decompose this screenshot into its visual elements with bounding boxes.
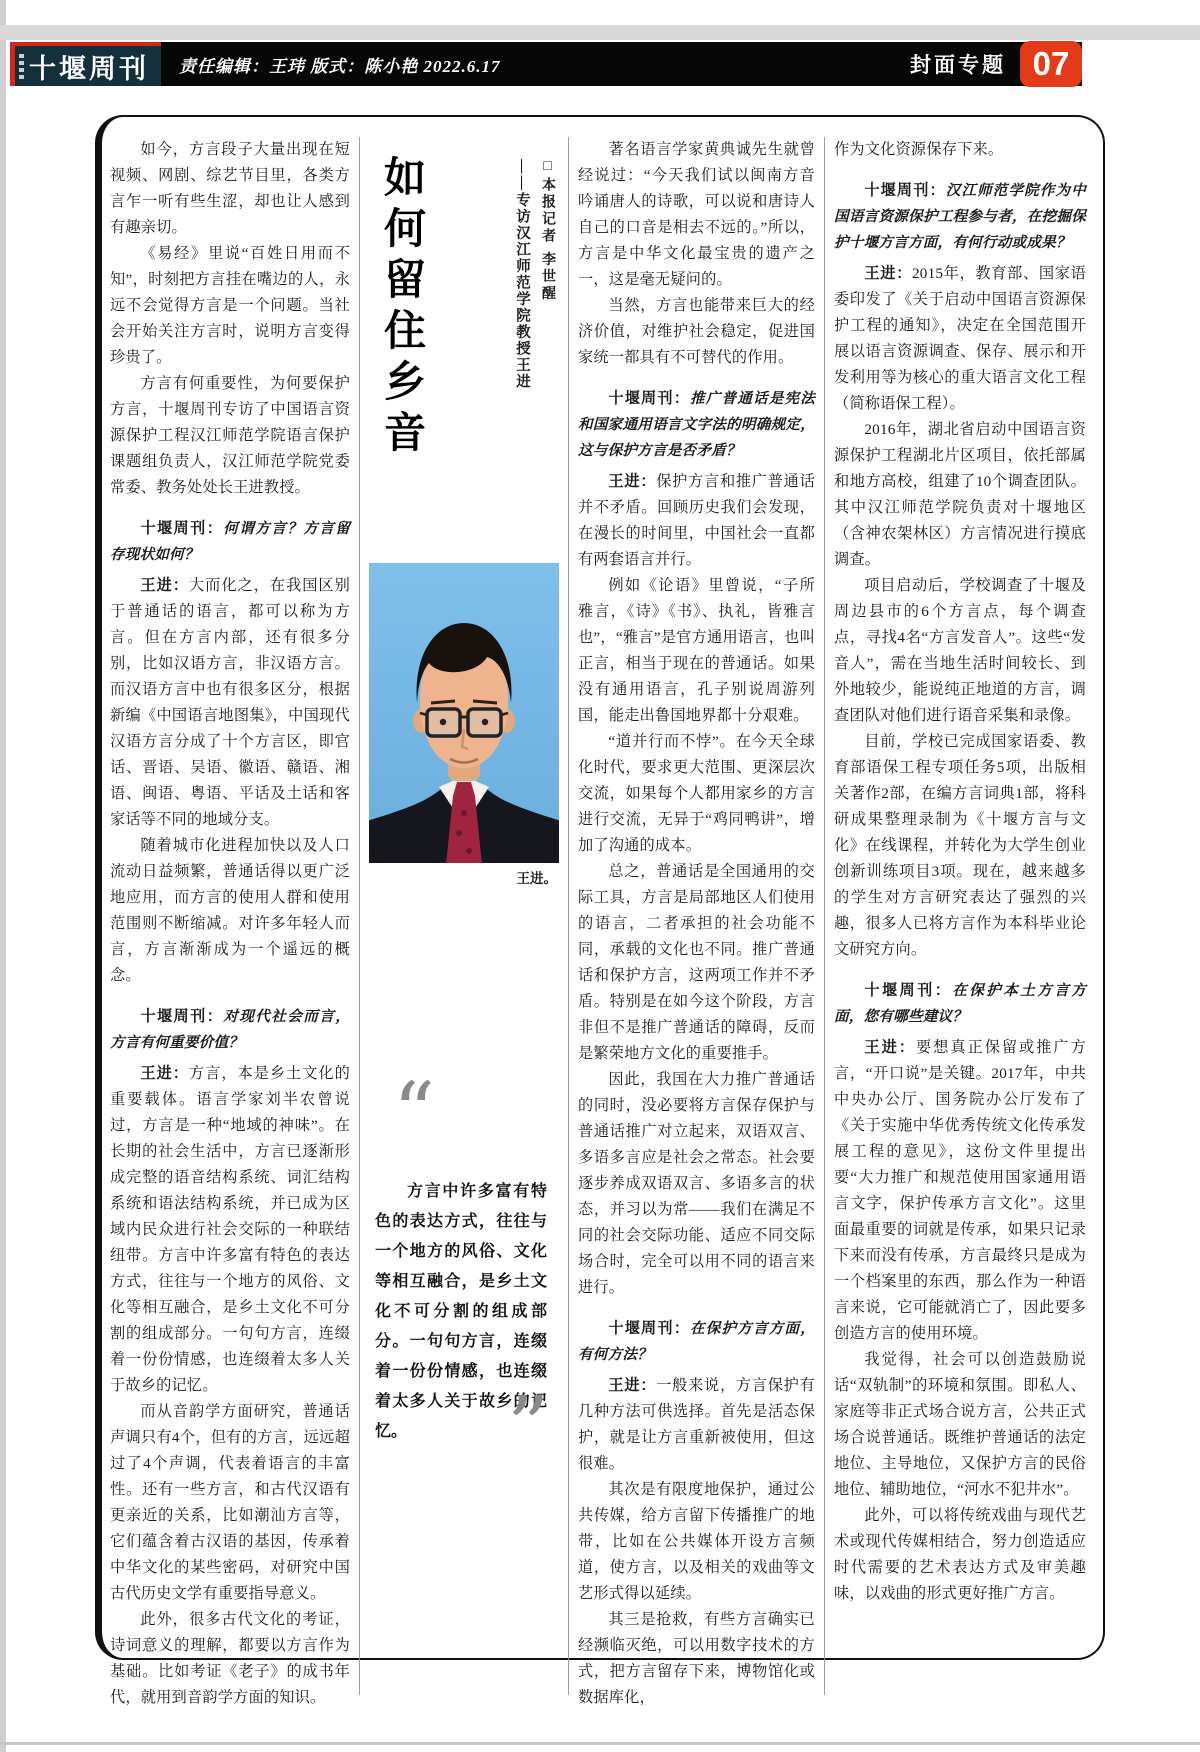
interview-question: 十堰周刊：何谓方言？方言留存现状如何？ [110,520,350,563]
speaker-label: 王进： [608,1377,657,1394]
body-paragraph: 此外，可以将传统戏曲与现代艺术或现代传媒相结合，努力创造适应时代需要的艺术表达方式及审美趣味，以戏曲的形式更好推广方言。 [834,1507,1086,1602]
interview-question: 十堰周刊：在保护方言方面，有何方法？ [578,1320,815,1363]
speaker-label: 王进： [140,1065,189,1082]
article-column-4 [834,137,1086,1711]
interview-question: 十堰周刊：对现代社会而言，方言有何重要价值？ [110,1008,350,1051]
body-paragraph: 例如《论语》里曾说，“子所雅言，《诗》《书》、执礼，皆雅言也”，“雅言”是官方通用语言，也叫正言，相当于现在的普通话。如果没有通用语言，孔子别说周游列国，能走出鲁国地界都十分艰难。 [578,577,815,724]
body-paragraph: 因此，我国在大力推广普通话的同时，没必要将方言保存保护与普通话推广对立起来，双语双言、多语多言应是社会之常态。社会要逐步养成双语双言、多语多言的状态，并习以为常——我们在满足不同的社会交际功能、适应不同交际场合时，完全可以用不同的语言来进行。 [578,1071,815,1296]
body-paragraph: 作为文化资源保存下来。 [834,141,1004,158]
body-paragraph: 而从音韵学方面研究，普通话声调只有4个，但有的方言，远远超过了4个声调，代表着语言的丰富性。还有一些方言，和古代汉语有更亲近的关系，比如潮汕方言等，它们蕴含着古汉语的基因，传承着中华文化的某些密码，对研究中国古代历史文学有重要指导意义。 [110,1403,350,1602]
body-paragraph: 我觉得，社会可以创造鼓励说话“双轨制”的环境和氛围。即私人、家庭等非正式场合说方言，公共正式场合说普通话。既维护普通话的法定地位、主导地位，又保护方言的民俗地位、辅助地位，“河水不犯井水”。 [834,1351,1086,1498]
interview-answer: 王进：一般来说，方言保护有几种方法可供选择。首先是活态保护，就是让方言重新被使用，但这很难。 [578,1377,815,1472]
article-title: 如何留住乡音 [378,155,424,461]
article-frame [95,115,1105,1706]
body-paragraph: 项目启动后，学校调查了十堰及周边县市的6个方言点，每个调查点，寻找4名“方言发音人”。这些“发音人”，需在当地生活时间较长、到外地较少，能说纯正地道的方言，调查团队对他们进行语音采集和录像。 [834,577,1086,724]
body-paragraph: 著名语言学家黄典诚先生就曾经说过：“今天我们试以闽南方音吟诵唐人的诗歌，可以说和唐诗人自己的口音是相去不远的。”所以，方言是中华文化最宝贵的遗产之一，这是毫无疑问的。 [578,141,815,288]
body-paragraph: 当然，方言也能带来巨大的经济价值，对维护社会稳定，促进国家统一都具有不可替代的作用。 [578,297,815,366]
open-quote-icon: “ [393,1066,431,1161]
speaker-label: 王进： [864,265,912,282]
newspaper-logo: 十堰周刊 [29,53,149,84]
body-paragraph: 目前，学校已完成国家语委、教育部语保工程专项任务5项，出版相关著作2部，在编方言词典1部，将科研成果整理录制为《十堰方言与文化》在线课程，并转化为大学生创业创新训练项目3项。现在，越来越多的学生对方言研究表达了强烈的兴趣，很多人已将方言作为本科毕业论文研究方向。 [834,733,1086,958]
photo-caption: 王进。 [516,871,557,886]
article-columns [110,137,1099,1706]
speaker-label: 王进： [140,577,189,594]
editor-credits: 责任编辑：王玮 版式：陈小艳 2022.6.17 [179,56,501,76]
interview-answer: 王进：2015年，教育部、国家语委印发了《关于启动中国语言资源保护工程的通知》，决定在全国范围开展以语言资源调查、保存、展示和开发利用等为核心的重大语言文化工程（简称语保工程）。 [834,265,1086,412]
body-paragraph: 总之，普通话是全国通用的交际工具，方言是局部地区人们使用的语言，二者承担的社会功能不同，承载的文化也不同。推广普通话和保护方言，这两项工作并不矛盾。特别是在如今这个阶段，方言非但不是推广普通话的障碍，反而是繁荣地方文化的重要推手。 [578,863,815,1062]
article-column-1 [110,137,350,1711]
page-left-edge [0,0,6,1752]
pull-quote: 方言中许多富有特色的表达方式，往往与一个地方的风俗、文化等相互融合，是乡土文化不可分割的组成部分。一句句方言，连缀着一份份情感，也连缀着太多人关于故乡的记忆。 [375,1183,547,1440]
body-paragraph: 此外，很多古代文化的考证，诗词意义的理解，都要以方言作为基础。比如考证《老子》的成书年代，就用到音韵学方面的知识。 [110,1611,350,1706]
body-paragraph: 《易经》里说“百姓日用而不知”，时刻把方言挂在嘴边的人，永远不会觉得方言是一个问题。当社会开始关注方言时，说明方言变得珍贵了。 [110,245,350,366]
interview-answer: 王进：方言，本是乡土文化的重要载体。语言学家刘半农曾说过，方言是一种“地域的神味”。在长期的社会生活中，方言已逐渐形成完整的语音结构系统、词汇结构系统和语法结构系统，并已成为区域内民众进行社会交际的一种联结纽带。方言中许多富有特色的表达方式，往往与一个地方的风俗、文化等相互融合，是乡土文化不可分割的组成部分。一句句方言，连缀着一份份情感，也连缀着太多人关于故乡的记忆。 [110,1065,350,1394]
interview-answer: 王进：要想真正保留或推广方言，“开口说”是关键。2017年，中共中央办公厅、国务院办公厅发布了《关于实施中华优秀传统文化传承发展工程的意见》，这份文件里提出要“大力推广和规范使用国家通用语言文字，保护传承方言文化”。这里面最重要的词就是传承，如果只记录下来而没有传承，方言最终只是成为一个档案里的东西，那么作为一种语言来说，它可能就消亡了，因此要多创造方言的使用环境。 [834,1039,1086,1342]
body-paragraph: 其三是抢救，有些方言确实已经濒临灭绝，可以用数字技术的方式，把方言留存下来，博物馆化或数据库化， [578,1611,815,1706]
body-paragraph: 方言有何重要性，为何要保护方言，十堰周刊专访了中国语言资源保护工程汉江师范学院语言保护课题组负责人，汉江师范学院党委常委、教务处处长王进教授。 [110,375,350,496]
speaker-label: 王进： [608,473,657,490]
body-paragraph: 如今，方言段子大量出现在短视频、网剧、综艺节目里，各类方言乍一听有些生涩，却也让人感到有趣亲切。 [110,141,350,236]
body-paragraph: 随着城市化进程加快以及人口流动日益频繁，普通话得以更广泛地应用，而方言的使用人群和使用范围则不断缩减。对许多年轻人而言，方言渐渐成为一个遥远的概念。 [110,837,350,984]
interview-answer: 王进：保护方言和推广普通话并不矛盾。回顾历史我们会发现，在漫长的时间里，中国社会一直都有两套语言并行。 [578,473,815,568]
column-divider [359,137,360,1695]
page-top-strip [0,25,1200,40]
page-header [10,42,1082,86]
portrait-photo [369,563,559,863]
speaker-label: 十堰周刊： [140,1008,224,1025]
interview-question: 十堰周刊：汉江师范学院作为中国语言资源保护工程参与者，在挖掘保护十堰方言方面，有何行动或成果？ [834,182,1086,251]
article-column-3 [578,137,815,1711]
column-divider [824,137,825,1695]
speaker-label: 十堰周刊： [608,1320,691,1337]
article-subtitle: ——专访汉江师范学院教授王进 [514,159,530,390]
column-divider [568,137,569,1695]
reporter-byline: □本报记者 李世醒 [540,159,555,303]
speaker-label: 王进： [864,1039,916,1056]
interview-question: 十堰周刊：推广普通话是宪法和国家通用语言文字法的明确规定，这与保护方言是否矛盾？ [578,390,815,459]
logo-side-marks [19,54,24,79]
interview-question: 十堰周刊：在保护本土方言方面，您有哪些建议？ [834,982,1086,1025]
body-paragraph: “道并行而不悖”。在今天全球化时代，要求更大范围、更深层次交流，如果每个人都用家乡的方言进行交流，无异于“鸡同鸭讲”，增加了沟通的成本。 [578,733,815,854]
header-bar [161,42,1082,86]
speaker-label: 十堰周刊： [864,182,946,199]
body-paragraph: 其次是有限度地保护，通过公共传媒，给方言留下传播推广的地带，比如在公共媒体开设方言频道，使方言，以及相关的戏曲等文艺形式得以延续。 [578,1481,815,1602]
section-label: 封面专题 [910,54,1006,77]
masthead [10,42,161,86]
feature-column [369,137,559,1711]
page-number-badge: 07 [1020,41,1082,87]
speaker-label: 十堰周刊： [140,520,224,537]
body-paragraph: 2016年，湖北省启动中国语言资源保护工程湖北片区项目，依托部属和地方高校，组建了10个调查团队。其中汉江师范学院负责对十堰地区（含神农架林区）方言情况进行摸底调查。 [834,421,1086,568]
speaker-label: 十堰周刊： [608,390,691,407]
close-quote-icon: ” [507,1380,545,1475]
speaker-label: 十堰周刊： [864,982,953,999]
interview-answer: 王进：大而化之，在我国区别于普通话的语言，都可以称为方言。但在方言内部，还有很多分别，比如汉语方言，非汉语方言。而汉语方言中也有很多区分，根据新编《中国语言地图集》，中国现代汉语方言分成了十个方言区，即官话、晋语、吴语、徽语、赣语、湘语、闽语、粤语、平话及土话和客家话等不同的地域分支。 [110,577,350,828]
page-bottom-rule [0,1742,1200,1745]
